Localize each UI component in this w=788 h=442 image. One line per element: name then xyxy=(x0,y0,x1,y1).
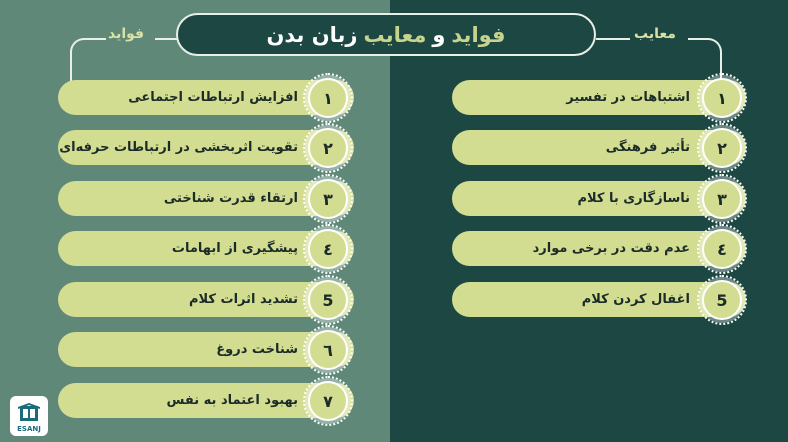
book-icon xyxy=(16,400,42,424)
benefit-number-badge: ۱ xyxy=(308,78,348,118)
title-part3: زبان بدن xyxy=(266,22,358,47)
logo-text: ESANJ xyxy=(17,424,41,433)
benefits-connector xyxy=(70,38,106,82)
drawback-text: اغفال کردن کلام xyxy=(581,292,690,307)
benefit-number-badge: ۲ xyxy=(308,128,348,168)
benefit-text: پیشگیری از ابهامات xyxy=(171,241,298,256)
drawback-text: عدم دقت در برخی موارد xyxy=(532,241,690,256)
title-part2: معایب xyxy=(363,22,427,47)
drawbacks-label: معایب xyxy=(634,26,676,42)
drawback-text: اشتباهات در تفسیر xyxy=(566,90,690,105)
drawbacks-connector-line xyxy=(596,38,630,40)
benefits-connector-line xyxy=(155,38,177,40)
benefit-number-badge: ٤ xyxy=(308,229,348,269)
title-part1: فواید xyxy=(451,22,506,47)
benefit-text: تقویت اثربخشی در ارتباطات حرفه‌ای xyxy=(59,140,298,155)
drawback-number-badge: ۳ xyxy=(702,179,742,219)
benefit-number-badge: ٦ xyxy=(308,330,348,370)
benefit-text: شناخت دروغ xyxy=(216,342,298,357)
benefit-text: تشدید اثرات کلام xyxy=(189,292,298,307)
drawback-number-badge: ٤ xyxy=(702,229,742,269)
title-conj: و xyxy=(432,22,446,47)
drawback-number-badge: 5 xyxy=(702,280,742,320)
benefits-label: فواید xyxy=(108,26,145,42)
benefit-text: بهبود اعتماد به نفس xyxy=(166,393,298,408)
drawback-text: ناسازگاری با کلام xyxy=(577,191,690,206)
benefit-number-badge: 5 xyxy=(308,280,348,320)
drawback-number-badge: ۱ xyxy=(702,78,742,118)
benefit-text: افزایش ارتباطات اجتماعی xyxy=(128,90,298,105)
benefit-number-badge: ۷ xyxy=(308,381,348,421)
benefit-number-badge: ۳ xyxy=(308,179,348,219)
drawback-text: تأثیر فرهنگی xyxy=(605,140,690,155)
drawback-number-badge: ۲ xyxy=(702,128,742,168)
benefit-text: ارتقاء قدرت شناختی xyxy=(163,191,298,206)
page-title xyxy=(176,13,596,56)
esanj-logo xyxy=(10,396,48,436)
